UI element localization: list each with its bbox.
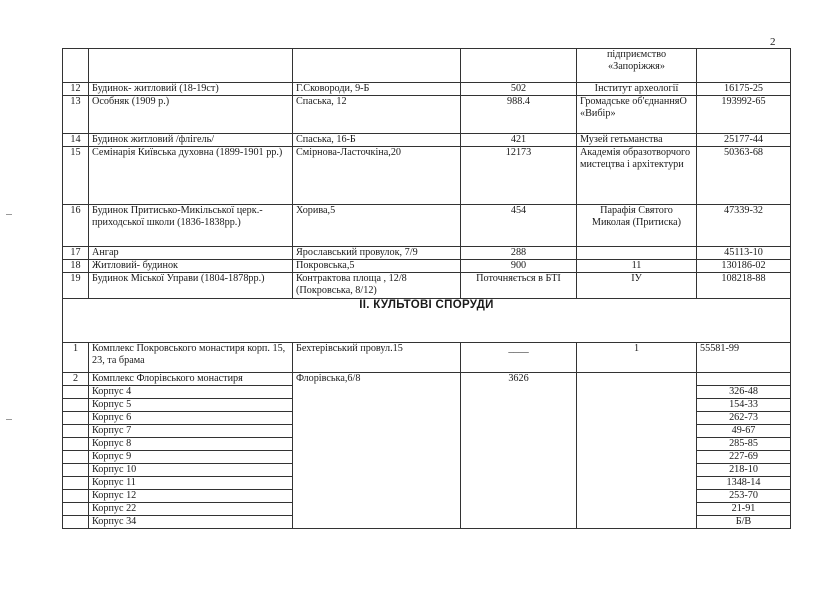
address-cell: Флорівська,6/8 bbox=[293, 373, 461, 529]
object-name: Будинок житловий /флігель/ bbox=[89, 134, 293, 147]
object-name: Будинок Міської Управи (1804-1878рр.) bbox=[89, 273, 293, 299]
object-name: Комплекс Флорівського монастиря bbox=[89, 373, 293, 386]
code-cell: 108218-88 bbox=[697, 273, 791, 299]
row-number: 12 bbox=[63, 83, 89, 96]
area-cell: ____ bbox=[461, 343, 577, 373]
table-row bbox=[63, 273, 791, 299]
corpus-name: Корпус 5 bbox=[89, 399, 293, 412]
row-number: 14 bbox=[63, 134, 89, 147]
code-cell: Б/В bbox=[697, 516, 791, 529]
object-name: Житловий- будинок bbox=[89, 260, 293, 273]
address-cell: Ярославський провулок, 7/9 bbox=[293, 247, 461, 260]
code-cell: 326-48 bbox=[697, 386, 791, 399]
margin-mark bbox=[6, 214, 12, 215]
code-cell: 21-91 bbox=[697, 503, 791, 516]
table-row bbox=[63, 83, 791, 96]
corpus-name: Корпус 9 bbox=[89, 451, 293, 464]
address-cell: Хорива,5 bbox=[293, 205, 461, 247]
address-cell: Смірнова-Ласточкіна,20 bbox=[293, 147, 461, 205]
area-cell: 288 bbox=[461, 247, 577, 260]
code-cell: 218-10 bbox=[697, 464, 791, 477]
object-name: Будинок Притисько-Микільської церк.-приходської школи (1836-1838рр.) bbox=[89, 205, 293, 247]
table-row bbox=[63, 247, 791, 260]
row-number: 13 bbox=[63, 96, 89, 134]
object-name: Ангар bbox=[89, 247, 293, 260]
corpus-name: Корпус 22 bbox=[89, 503, 293, 516]
code-cell bbox=[697, 373, 791, 386]
code-cell: 25177-44 bbox=[697, 134, 791, 147]
object-name: Семінарія Київська духовна (1899-1901 рр.) bbox=[89, 147, 293, 205]
code-cell: 1348-14 bbox=[697, 477, 791, 490]
object-name: Особняк (1909 р.) bbox=[89, 96, 293, 134]
user-cell bbox=[577, 373, 697, 529]
code-cell: 45113-10 bbox=[697, 247, 791, 260]
area-cell: 988.4 bbox=[461, 96, 577, 134]
address-cell: Контрактова площа , 12/8 (Покровська, 8/12) bbox=[293, 273, 461, 299]
table-row bbox=[63, 260, 791, 273]
address-cell: Спаська, 12 bbox=[293, 96, 461, 134]
code-cell: 227-69 bbox=[697, 451, 791, 464]
table-row bbox=[63, 373, 791, 386]
table-row bbox=[63, 343, 791, 373]
code-cell: 154-33 bbox=[697, 399, 791, 412]
row-number: 1 bbox=[63, 343, 89, 373]
address-cell: Бехтерівський провул.15 bbox=[293, 343, 461, 373]
corpus-name: Корпус 4 bbox=[89, 386, 293, 399]
area-cell: 454 bbox=[461, 205, 577, 247]
code-cell: 16175-25 bbox=[697, 83, 791, 96]
row-number: 19 bbox=[63, 273, 89, 299]
corpus-name: Корпус 10 bbox=[89, 464, 293, 477]
user-cell: Інститут археології bbox=[577, 83, 697, 96]
user-cell bbox=[577, 247, 697, 260]
section-row bbox=[63, 299, 791, 343]
code-cell: 285-85 bbox=[697, 438, 791, 451]
row-number: 16 bbox=[63, 205, 89, 247]
table-row bbox=[63, 96, 791, 134]
object-name: Комплекс Покровського монастиря корп. 15, 23, та брама bbox=[89, 343, 293, 373]
address-cell: Спаська, 16-Б bbox=[293, 134, 461, 147]
object-name: Будинок- житловий (18-19ст) bbox=[89, 83, 293, 96]
area-cell: 12173 bbox=[461, 147, 577, 205]
user-cell: Парафія Святого Миколая (Притиска) bbox=[577, 205, 697, 247]
user-cell: підприємство «Запоріжжя» bbox=[577, 49, 697, 83]
corpus-name: Корпус 7 bbox=[89, 425, 293, 438]
margin-mark bbox=[6, 419, 12, 420]
area-cell: Поточняється в БТІ bbox=[461, 273, 577, 299]
table-row bbox=[63, 134, 791, 147]
user-cell: Громадське об'єднанняО «Вибір» bbox=[577, 96, 697, 134]
row-number: 2 bbox=[63, 373, 89, 386]
corpus-name: Корпус 12 bbox=[89, 490, 293, 503]
corpus-name: Корпус 34 bbox=[89, 516, 293, 529]
user-cell: Академія образотворчого мистецтва і архітектури bbox=[577, 147, 697, 205]
user-cell: 11 bbox=[577, 260, 697, 273]
area-cell: 502 bbox=[461, 83, 577, 96]
code-cell: 262-73 bbox=[697, 412, 791, 425]
code-cell: 193992-65 bbox=[697, 96, 791, 134]
address-cell: Г.Сковороди, 9-Б bbox=[293, 83, 461, 96]
area-cell: 421 bbox=[461, 134, 577, 147]
code-cell: 47339-32 bbox=[697, 205, 791, 247]
section-heading: II. КУЛЬТОВІ СПОРУДИ bbox=[63, 299, 791, 343]
table-row bbox=[63, 205, 791, 247]
row-number: 15 bbox=[63, 147, 89, 205]
corpus-name: Корпус 6 bbox=[89, 412, 293, 425]
table-row bbox=[63, 147, 791, 205]
table-row-continued bbox=[63, 49, 791, 83]
code-cell: 253-70 bbox=[697, 490, 791, 503]
code-cell: 130186-02 bbox=[697, 260, 791, 273]
monuments-table bbox=[62, 48, 791, 529]
code-cell: 55581-99 bbox=[697, 343, 791, 373]
user-cell: 1 bbox=[577, 343, 697, 373]
area-cell: 900 bbox=[461, 260, 577, 273]
row-number: 17 bbox=[63, 247, 89, 260]
area-cell: 3626 bbox=[461, 373, 577, 529]
code-cell: 50363-68 bbox=[697, 147, 791, 205]
row-number: 18 bbox=[63, 260, 89, 273]
user-cell: ІУ bbox=[577, 273, 697, 299]
code-cell: 49-67 bbox=[697, 425, 791, 438]
corpus-name: Корпус 8 bbox=[89, 438, 293, 451]
page-number: 2 bbox=[770, 36, 776, 48]
address-cell: Покровська,5 bbox=[293, 260, 461, 273]
user-cell: Музей гетьманства bbox=[577, 134, 697, 147]
corpus-name: Корпус 11 bbox=[89, 477, 293, 490]
